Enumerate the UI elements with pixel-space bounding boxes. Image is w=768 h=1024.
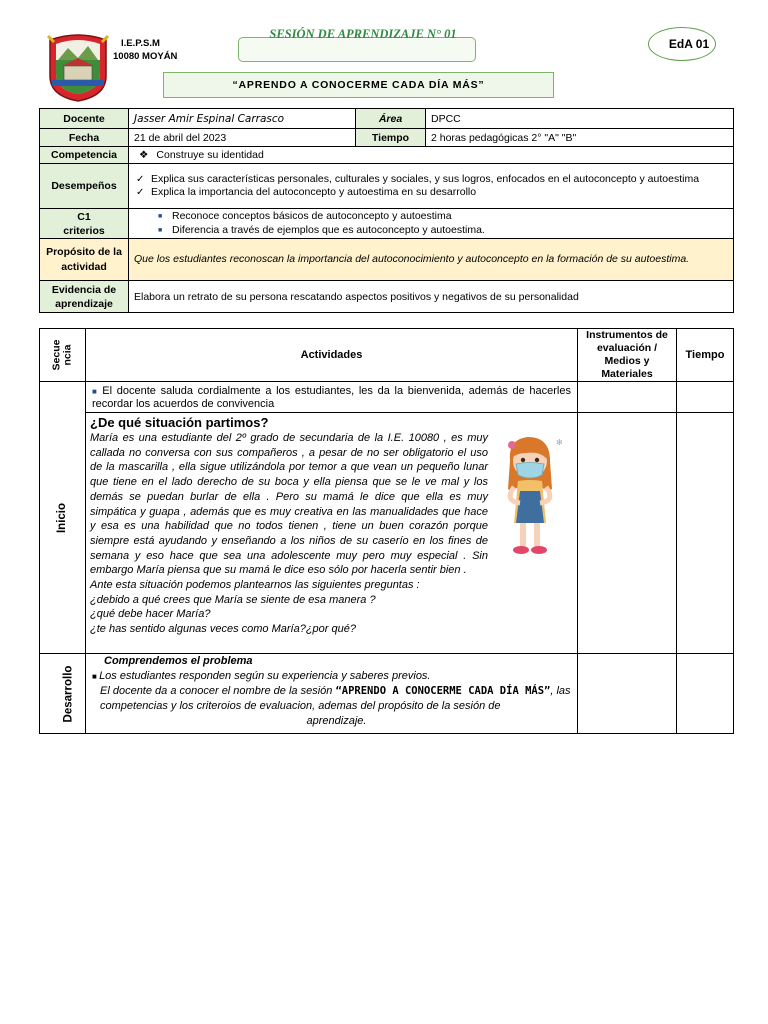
school-name [113, 38, 177, 63]
eda-badge: EdA 01 [648, 27, 716, 61]
docente-label: Docente [40, 109, 129, 129]
desempenos-label: Desempeños [40, 164, 129, 209]
session-banner: “APRENDO A CONOCERME CADA DÍA MÁS” [163, 72, 554, 98]
actividades-header: Actividades [86, 329, 578, 382]
tiempo-label: Tiempo [356, 129, 426, 147]
dev-text-c: aprendizaje. [306, 715, 367, 727]
dev-title: Comprendemos el problema [104, 655, 253, 667]
session-title: SESIÓN DE APRENDIZAJE N° 01 [269, 27, 457, 41]
criterios-list [134, 210, 728, 237]
situation-question: ¿te has sentido algunas veces como María?¿por qué? [90, 623, 356, 636]
docente-value: Jasser Amir Espinal Carrasco [129, 109, 356, 129]
competencia-label: Competencia [40, 147, 129, 164]
situation-story: María es una estudiante del 2º grado de secundaria de la I.E. 10080 , es muy callada no conversa con sus compañeros , a pesar de no ser obligatorio el uso de la mascarilla , ella sigue utilizándola por temor a que vean un pequeño lunar que tiene en el lado derecho de su boca y ella piensa que se le ve mal y los demás se puedan burlar de ella . Pero su mamá le dice que ella es muy simpática y guapa , además que es muy creativa en las manualidades que hace y esa es una habilidad que no todos tienen , tiene un buen corazón porque siempre está ayudando y enseñando a los niños de su caserío en los fines de semana y eso hace que sea una adolescente muy pero muy especial . Sin embargo María piensa que su mamá le dice eso sólo por hacerla sentir bien . [90, 432, 488, 577]
criterios-label-c1: C1 [77, 210, 91, 223]
secuencia-header: Secue ncia [50, 339, 74, 371]
situation-question: Ante esta situación podemos plantearnos las siguientes preguntas : [90, 579, 420, 592]
situation-question: ¿debido a qué crees que María se siente de esa manera ? [90, 593, 376, 606]
situation-question: ¿qué debe hacer María? [90, 608, 211, 621]
criterio-item: ■ Reconoce conceptos básicos de autoconcepto y autoestima [158, 210, 728, 224]
area-value: DPCC [426, 109, 734, 129]
fecha-label: Fecha [40, 129, 129, 147]
tiempo-header: Tiempo [677, 329, 734, 382]
situation-tiempo-cell [677, 413, 734, 654]
criterio-item: ■ Diferencia a través de ejemplos que es autoconcepto y autoestima. [158, 224, 728, 238]
dev-text-b: , las competencias y los criteroios de evaluacion, ademas del propósito de la sesión de [100, 685, 571, 712]
desarrollo-instrumentos-cell [578, 654, 677, 734]
activities-table [39, 328, 734, 734]
proposito-value: Que los estudiantes reconoscan la importancia del autoconocimiento y autoconcepto en la formación de su autoestima. [129, 239, 734, 281]
evidencia-value: Elabora un retrato de su persona rescatando aspectos positivos y negativos de su personalidad [129, 281, 734, 313]
desempeno-item: ✓ Explica la importancia del autoconcepto y autoestima en su desarrollo [133, 186, 728, 200]
situation-instrumentos-cell [578, 413, 677, 654]
competencia-value: ❖ Construye su identidad [139, 149, 264, 161]
inicio-label: Inicio [56, 502, 69, 533]
inicio-tiempo-cell [677, 382, 734, 413]
situation-title: ¿De qué situación partimos? [90, 415, 269, 430]
area-label: Área [356, 109, 426, 129]
session-info-table [39, 108, 734, 313]
school-crest-logo [44, 30, 112, 102]
dev-bullet: ■ Los estudiantes responden según su experiencia y saberes previos. [92, 669, 575, 684]
tiempo-value: 2 horas pedagógicas 2° "A" "B" [426, 129, 734, 147]
svg-text:✻: ✻ [556, 438, 563, 447]
dev-session-name: “APRENDO A CONOCERME CADA DÍA MÁS” [335, 685, 551, 697]
instrumentos-header: Instrumentos de evaluación / Medios y Materiales [578, 329, 677, 382]
fecha-value: 21 de abril del 2023 [129, 129, 356, 147]
evidencia-label: Evidencia de aprendizaje [40, 281, 129, 313]
inicio-greeting: ■ El docente saluda cordialmente a los estudiantes, les da la bienvenida, además de hacerles recordar los acuerdos de convivencia [92, 385, 571, 410]
desempeno-item: ✓ Explica sus características personales, culturales y sociales, y sus logros, enfocados en el autoconcepto y autoestima [133, 173, 728, 187]
desempenos-list [133, 173, 728, 200]
inicio-instrumentos-cell [578, 382, 677, 413]
school-name-line1: I.E.P.S.M [121, 38, 160, 49]
proposito-label: Propósito de la actividad [40, 239, 129, 281]
girl-with-mask-illustration [496, 431, 566, 561]
desarrollo-tiempo-cell [677, 654, 734, 734]
desarrollo-label: Desarrollo [62, 665, 75, 722]
criterios-label: criterios [63, 224, 105, 237]
school-name-line2: 10080 MOYÁN [113, 50, 178, 62]
dev-text-a: El docente da a conocer el nombre de la sesión [100, 685, 336, 697]
